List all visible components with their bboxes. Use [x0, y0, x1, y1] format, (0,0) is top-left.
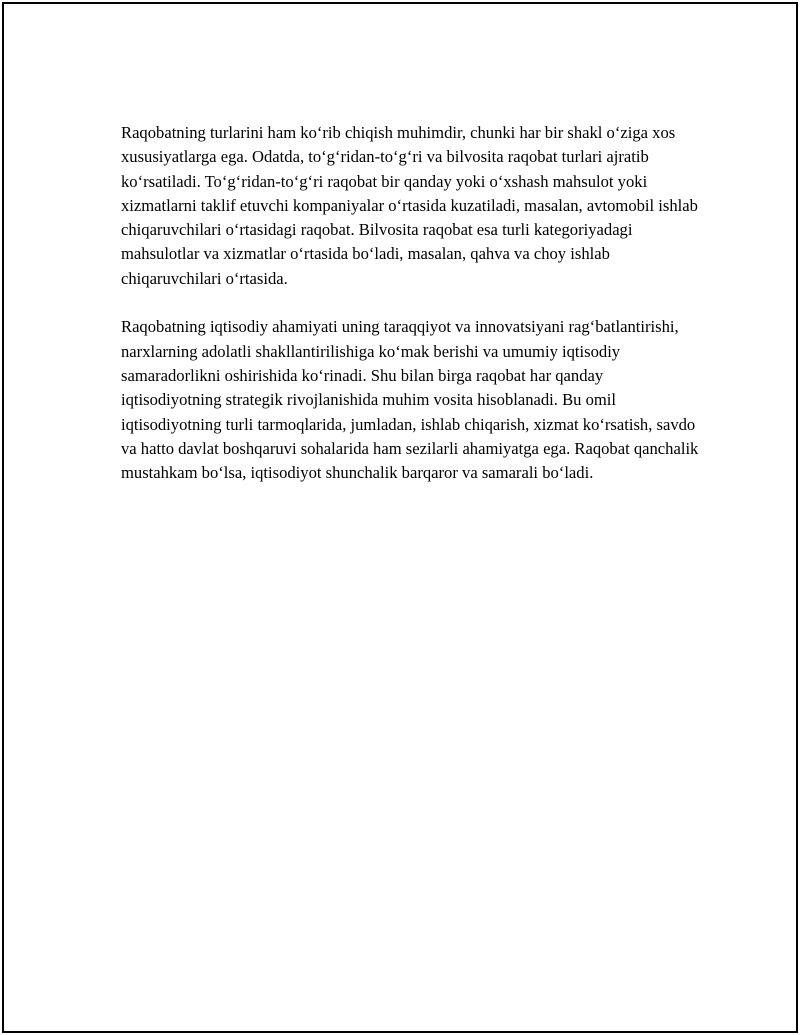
page — [2, 2, 798, 1033]
document-body — [121, 121, 701, 510]
paragraph-economic-importance: Raqobatning iqtisodiy ahamiyati uning taraqqiyot va innovatsiyani rag‘batlantirishi, narxlarning adolatli shakllantirilishiga ko‘mak berishi va umumiy iqtisodiy samaradorlikni oshirishida ko‘rinadi. Shu bilan birga raqobat har qanday iqtisodiyotning strategik rivojlanishida muhim vosita hisoblanadi. Bu omil iqtisodiyotning turli tarmoqlarida, jumladan, ishlab chiqarish, xizmat ko‘rsatish, savdo va hatto davlat boshqaruvi sohalarida ham sezilarli ahamiyatga ega. Raqobat qanchalik mustahkam bo‘lsa, iqtisodiyot shunchalik barqaror va samarali bo‘ladi. — [121, 317, 699, 483]
paragraph-competition-types: Raqobatning turlarini ham ko‘rib chiqish muhimdir, chunki har bir shakl o‘ziga xos xususiyatlarga ega. Odatda, to‘g‘ridan-to‘g‘ri va bilvosita raqobat turlari ajratib ko‘rsatiladi. To‘g‘ridan-to‘g‘ri raqobat bir qanday yoki o‘xshash mahsulot yoki xizmatlarni taklif etuvchi kompaniyalar o‘rtasida kuzatiladi, masalan, avtomobil ishlab chiqaruvchilari o‘rtasidagi raqobat. Bilvosita raqobat esa turli kategoriyadagi mahsulotlar va xizmatlar o‘rtasida bo‘ladi, masalan, qahva va choy ishlab chiqaruvchilari o‘rtasida. — [121, 123, 698, 288]
